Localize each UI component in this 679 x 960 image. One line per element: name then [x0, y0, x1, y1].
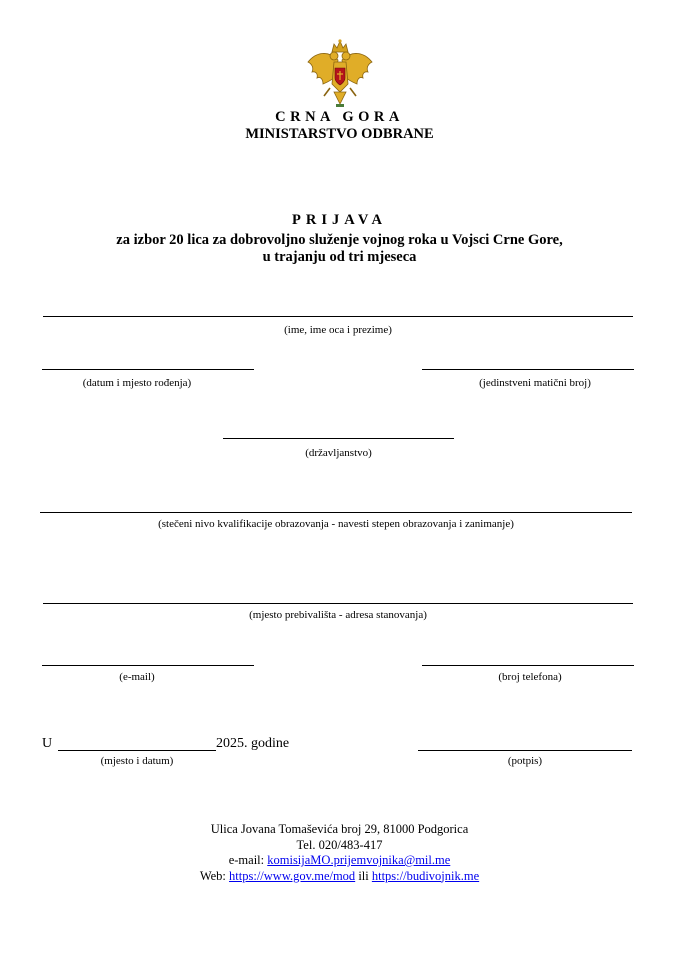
signature-caption: (potpis): [507, 755, 543, 767]
footer-tel: Tel. 020/483-417: [296, 837, 383, 852]
education-field[interactable]: [40, 512, 632, 513]
residence-field[interactable]: [43, 603, 633, 604]
email-field[interactable]: [42, 665, 254, 666]
full-name-field[interactable]: [43, 316, 633, 317]
footer-email-label: e-mail:: [228, 853, 265, 867]
coat-of-arms-icon: [304, 38, 376, 110]
education-caption: (stečeni nivo kvalifikacije obrazovanja - navesti stepen obrazovanja i zanimanje): [158, 518, 514, 530]
birth-field[interactable]: [42, 369, 254, 370]
footer-web-link-1[interactable]: https://www.gov.me/mod: [229, 868, 356, 883]
citizenship-caption: (državljanstvo): [305, 447, 372, 459]
footer-email-line: [0, 853, 679, 869]
phone-caption: (broj telefona): [498, 671, 562, 683]
footer-email-link[interactable]: komisijaMO.prijemvojnika@mil.me: [267, 853, 451, 867]
full-name-caption: (ime, ime oca i prezime): [284, 324, 392, 336]
place-date-caption: (mjesto i datum): [100, 755, 174, 767]
footer-address: Ulica Jovana Tomaševića broj 29, 81000 Podgorica: [210, 822, 469, 836]
phone-field[interactable]: [422, 665, 634, 666]
form-title: PRIJAVA: [292, 212, 387, 228]
ministry-heading: MINISTARSTVO ODBRANE: [245, 126, 434, 142]
footer-web-label: Web:: [199, 868, 226, 883]
jmbg-caption: (jedinstveni matični broj): [479, 377, 591, 389]
signature-field[interactable]: [418, 750, 632, 751]
birth-caption: (datum i mjesto rođenja): [82, 377, 192, 389]
country-heading: CRNA GORA: [275, 109, 404, 125]
footer-web-separator: ili: [358, 868, 369, 883]
residence-caption: (mjesto prebivališta - adresa stanovanja): [249, 609, 427, 621]
place-date-field[interactable]: [58, 750, 216, 751]
jmbg-field[interactable]: [422, 369, 634, 370]
footer-web-line: [0, 869, 679, 885]
form-subtitle-line2: u trajanju od tri mjeseca: [262, 249, 417, 265]
email-caption: (e-mail): [119, 671, 155, 683]
citizenship-field[interactable]: [223, 438, 454, 439]
date-suffix: 2025. godine: [216, 736, 290, 751]
form-subtitle-line1: za izbor 20 lica za dobrovoljno služenje vojnog roka u Vojsci Crne Gore,: [116, 232, 563, 248]
footer: [0, 822, 679, 884]
date-prefix: U: [42, 736, 53, 751]
footer-web-link-2[interactable]: https://budivojnik.me: [371, 868, 480, 883]
